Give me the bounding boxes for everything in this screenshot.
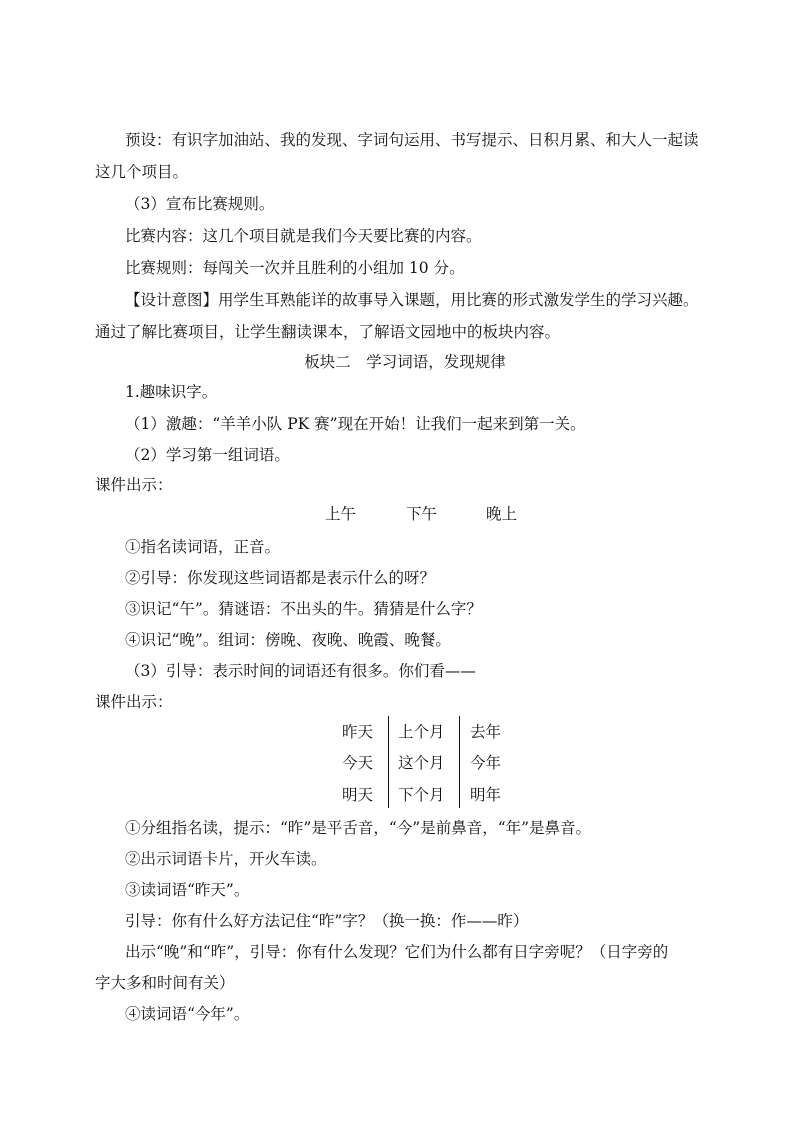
word-table-cell: 明天: [342, 786, 374, 804]
word-group-1: [0, 504, 794, 524]
word-item: 晚上: [486, 505, 518, 523]
paragraph-show-wan-zuo-cont: 字大多和时间有关）: [95, 974, 235, 992]
word-table-cell: 明年: [470, 786, 502, 804]
paragraph-contest-content: 比赛内容：这几个项目就是我们今天要比赛的内容。: [125, 227, 482, 245]
paragraph-show-wan-zuo: 出示“晚”和“昨”，引导：你有什么发现？它们为什么都有日字旁呢？（日字旁的: [125, 943, 669, 961]
paragraph-step-4: ④识记“晚”。组词：傍晚、夜晚、晚霞、晚餐。: [125, 631, 451, 649]
section-title: 板块二 学习词语，发现规律: [304, 353, 506, 371]
paragraph-step-2: ②引导：你发现这些词语都是表示什么的呀？: [125, 569, 436, 587]
paragraph-read-jinnian: ④读词语“今年”。: [125, 1005, 250, 1023]
paragraph-step-1: ①指名读词语，正音。: [125, 538, 281, 556]
word-table: [330, 712, 530, 808]
table-divider: [459, 716, 460, 808]
paragraph-motivation: （1）激趣：“羊羊小队 PK 赛”现在开始！让我们一起来到第一关。: [125, 415, 586, 433]
paragraph-courseware-2: 课件出示：: [95, 693, 173, 711]
paragraph-first-group: （2）学习第一组词语。: [125, 446, 290, 464]
paragraph-step-3: ③识记“午”。猜谜语：不出头的牛。猜猜是什么字？: [125, 600, 482, 618]
word-table-cell: 今年: [470, 754, 502, 772]
paragraph-courseware-1: 课件出示：: [95, 476, 173, 494]
paragraph-guide-more: （3）引导：表示时间的词语还有很多。你们看——: [125, 662, 476, 680]
word-table-cell: 昨天: [342, 723, 374, 741]
word-table-cell: 今天: [342, 754, 374, 772]
paragraph-group-reading: ①分组指名读，提示：“昨”是平舌音，“今”是前鼻音，“年”是鼻音。: [125, 819, 592, 837]
paragraph-design-intent: 【设计意图】用学生耳熟能详的故事导入课题，用比赛的形式激发学生的学习兴趣。: [125, 291, 699, 309]
paragraph-rules-heading: （3）宣布比赛规则。: [125, 195, 275, 213]
paragraph-read-zuotian: ③读词语“昨天”。: [125, 881, 250, 899]
table-divider: [388, 716, 389, 808]
paragraph-preset: 预设：有识字加油站、我的发现、字词句运用、书写提示、日积月累、和大人一起读: [125, 131, 699, 149]
paragraph-fun-literacy: 1.趣味识字。: [125, 383, 218, 401]
paragraph-word-cards: ②出示词语卡片，开火车读。: [125, 850, 327, 868]
paragraph-guide-zuo: 引导：你有什么好方法记住“昨”字？（换一换：作——昨）: [125, 912, 529, 930]
word-table-cell: 这个月: [398, 754, 445, 772]
word-item: 下午: [406, 505, 438, 523]
word-item: 上午: [325, 505, 357, 523]
word-table-cell: 下个月: [398, 786, 445, 804]
paragraph-contest-rules: 比赛规则：每闯关一次并且胜利的小组加 10 分。: [125, 259, 465, 277]
word-table-cell: 去年: [470, 723, 502, 741]
word-table-cell: 上个月: [398, 723, 445, 741]
paragraph-preset-cont: 这几个项目。: [95, 163, 189, 181]
paragraph-design-intent-cont: 通过了解比赛项目，让学生翻读课本，了解语文园地中的板块内容。: [95, 323, 561, 341]
